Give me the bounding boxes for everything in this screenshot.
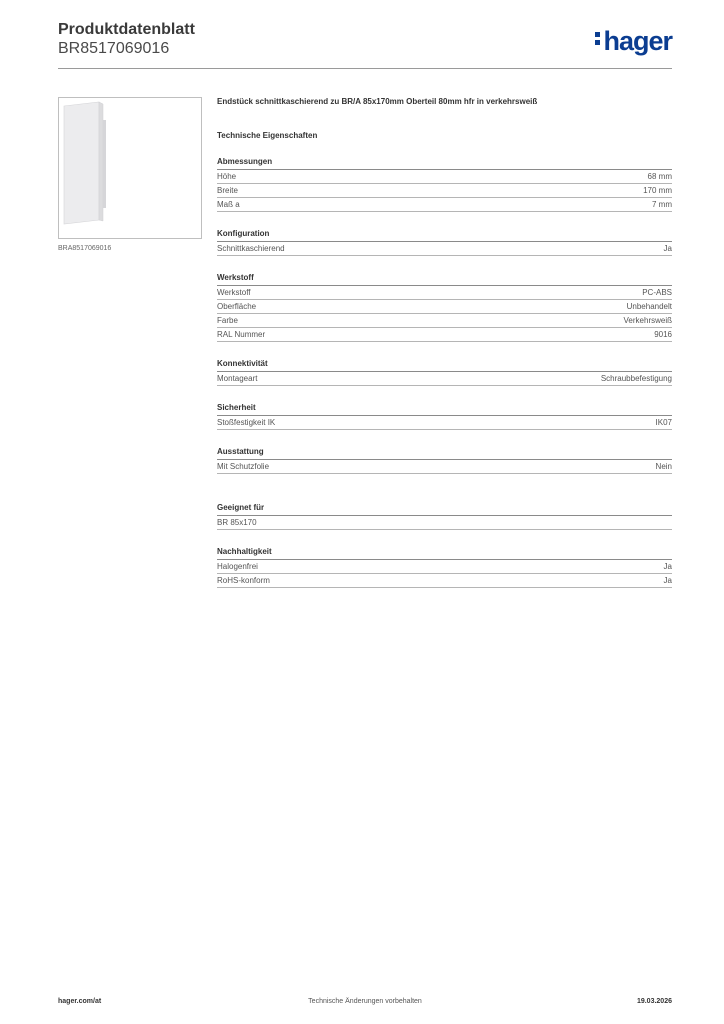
row-value: 7 mm [652, 200, 672, 209]
table-row [217, 242, 672, 256]
row-value: PC-ABS [642, 288, 672, 297]
section-heading: Sicherheit [217, 402, 672, 416]
row-value: 68 mm [647, 172, 672, 181]
row-value: Nein [655, 462, 672, 471]
section-heading: Geeignet für [217, 502, 672, 516]
section-heading: Abmessungen [217, 156, 672, 170]
section-abmessungen [217, 156, 672, 212]
table-row [217, 416, 672, 430]
row-value: Unbehandelt [626, 302, 672, 311]
section-heading: Werkstoff [217, 272, 672, 286]
row-label: Oberfläche [217, 302, 257, 311]
row-label: RoHS-konform [217, 576, 270, 585]
row-value: Schraubbefestigung [600, 374, 672, 383]
page-title: Produktdatenblatt [58, 21, 195, 38]
row-label: Maß a [217, 200, 240, 209]
article-number: BR8517069016 [58, 40, 170, 57]
row-label: Mit Schutzfolie [217, 462, 270, 471]
row-label: Halogenfrei [217, 562, 258, 571]
hager-logo: hager [595, 26, 672, 57]
section-nachhaltigkeit [217, 546, 672, 588]
product-description: Endstück schnittkaschierend zu BR/A 85x170mm Oberteil 80mm hfr in verkehrsweiß [217, 97, 538, 106]
table-row [217, 184, 672, 198]
product-content [217, 97, 672, 588]
image-caption: BRA8517069016 [58, 245, 112, 252]
table-row [217, 372, 672, 386]
section-werkstoff [217, 272, 672, 342]
table-row [217, 516, 672, 530]
row-value: 9016 [654, 330, 672, 339]
row-label: Farbe [217, 316, 238, 325]
footer-notice: Technische Änderungen vorbehalten [308, 998, 422, 1005]
page-header [58, 20, 672, 68]
end-cap-illustration [59, 98, 201, 238]
section-heading: Nachhaltigkeit [217, 546, 672, 560]
table-row [217, 460, 672, 474]
header-divider [58, 68, 672, 69]
logo-colon-icon [595, 29, 601, 48]
row-label: Schnittkaschierend [217, 244, 285, 253]
section-heading: Ausstattung [217, 446, 672, 460]
row-value: Verkehrsweiß [623, 316, 672, 325]
row-label: Breite [217, 186, 238, 195]
row-label: Montageart [217, 374, 258, 383]
row-value: Ja [663, 244, 672, 253]
table-row [217, 170, 672, 184]
section-heading: Konfiguration [217, 228, 672, 242]
row-label: BR 85x170 [217, 518, 257, 527]
table-row [217, 560, 672, 574]
row-label: Stoßfestigkeit IK [217, 418, 276, 427]
footer-date: 19.03.2026 [636, 998, 672, 1005]
section-geeignet-fuer [217, 502, 672, 530]
table-row [217, 328, 672, 342]
product-image [58, 97, 202, 239]
row-value: Ja [663, 562, 672, 571]
row-label: Werkstoff [217, 288, 251, 297]
section-sicherheit [217, 402, 672, 430]
row-value: IK07 [655, 418, 672, 427]
table-row [217, 300, 672, 314]
table-row [217, 574, 672, 588]
section-heading: Konnektivität [217, 358, 672, 372]
section-konnektivitaet [217, 358, 672, 386]
table-row [217, 198, 672, 212]
row-value: 170 mm [643, 186, 672, 195]
row-value: Ja [663, 576, 672, 585]
row-label: Höhe [217, 172, 237, 181]
section-konfiguration [217, 228, 672, 256]
row-label: RAL Nummer [217, 330, 266, 339]
table-row [217, 286, 672, 300]
footer-website-link[interactable]: hager.com/at [58, 998, 102, 1005]
table-row [217, 314, 672, 328]
technical-properties-title: Technische Eigenschaften [217, 131, 318, 140]
section-ausstattung [217, 446, 672, 474]
